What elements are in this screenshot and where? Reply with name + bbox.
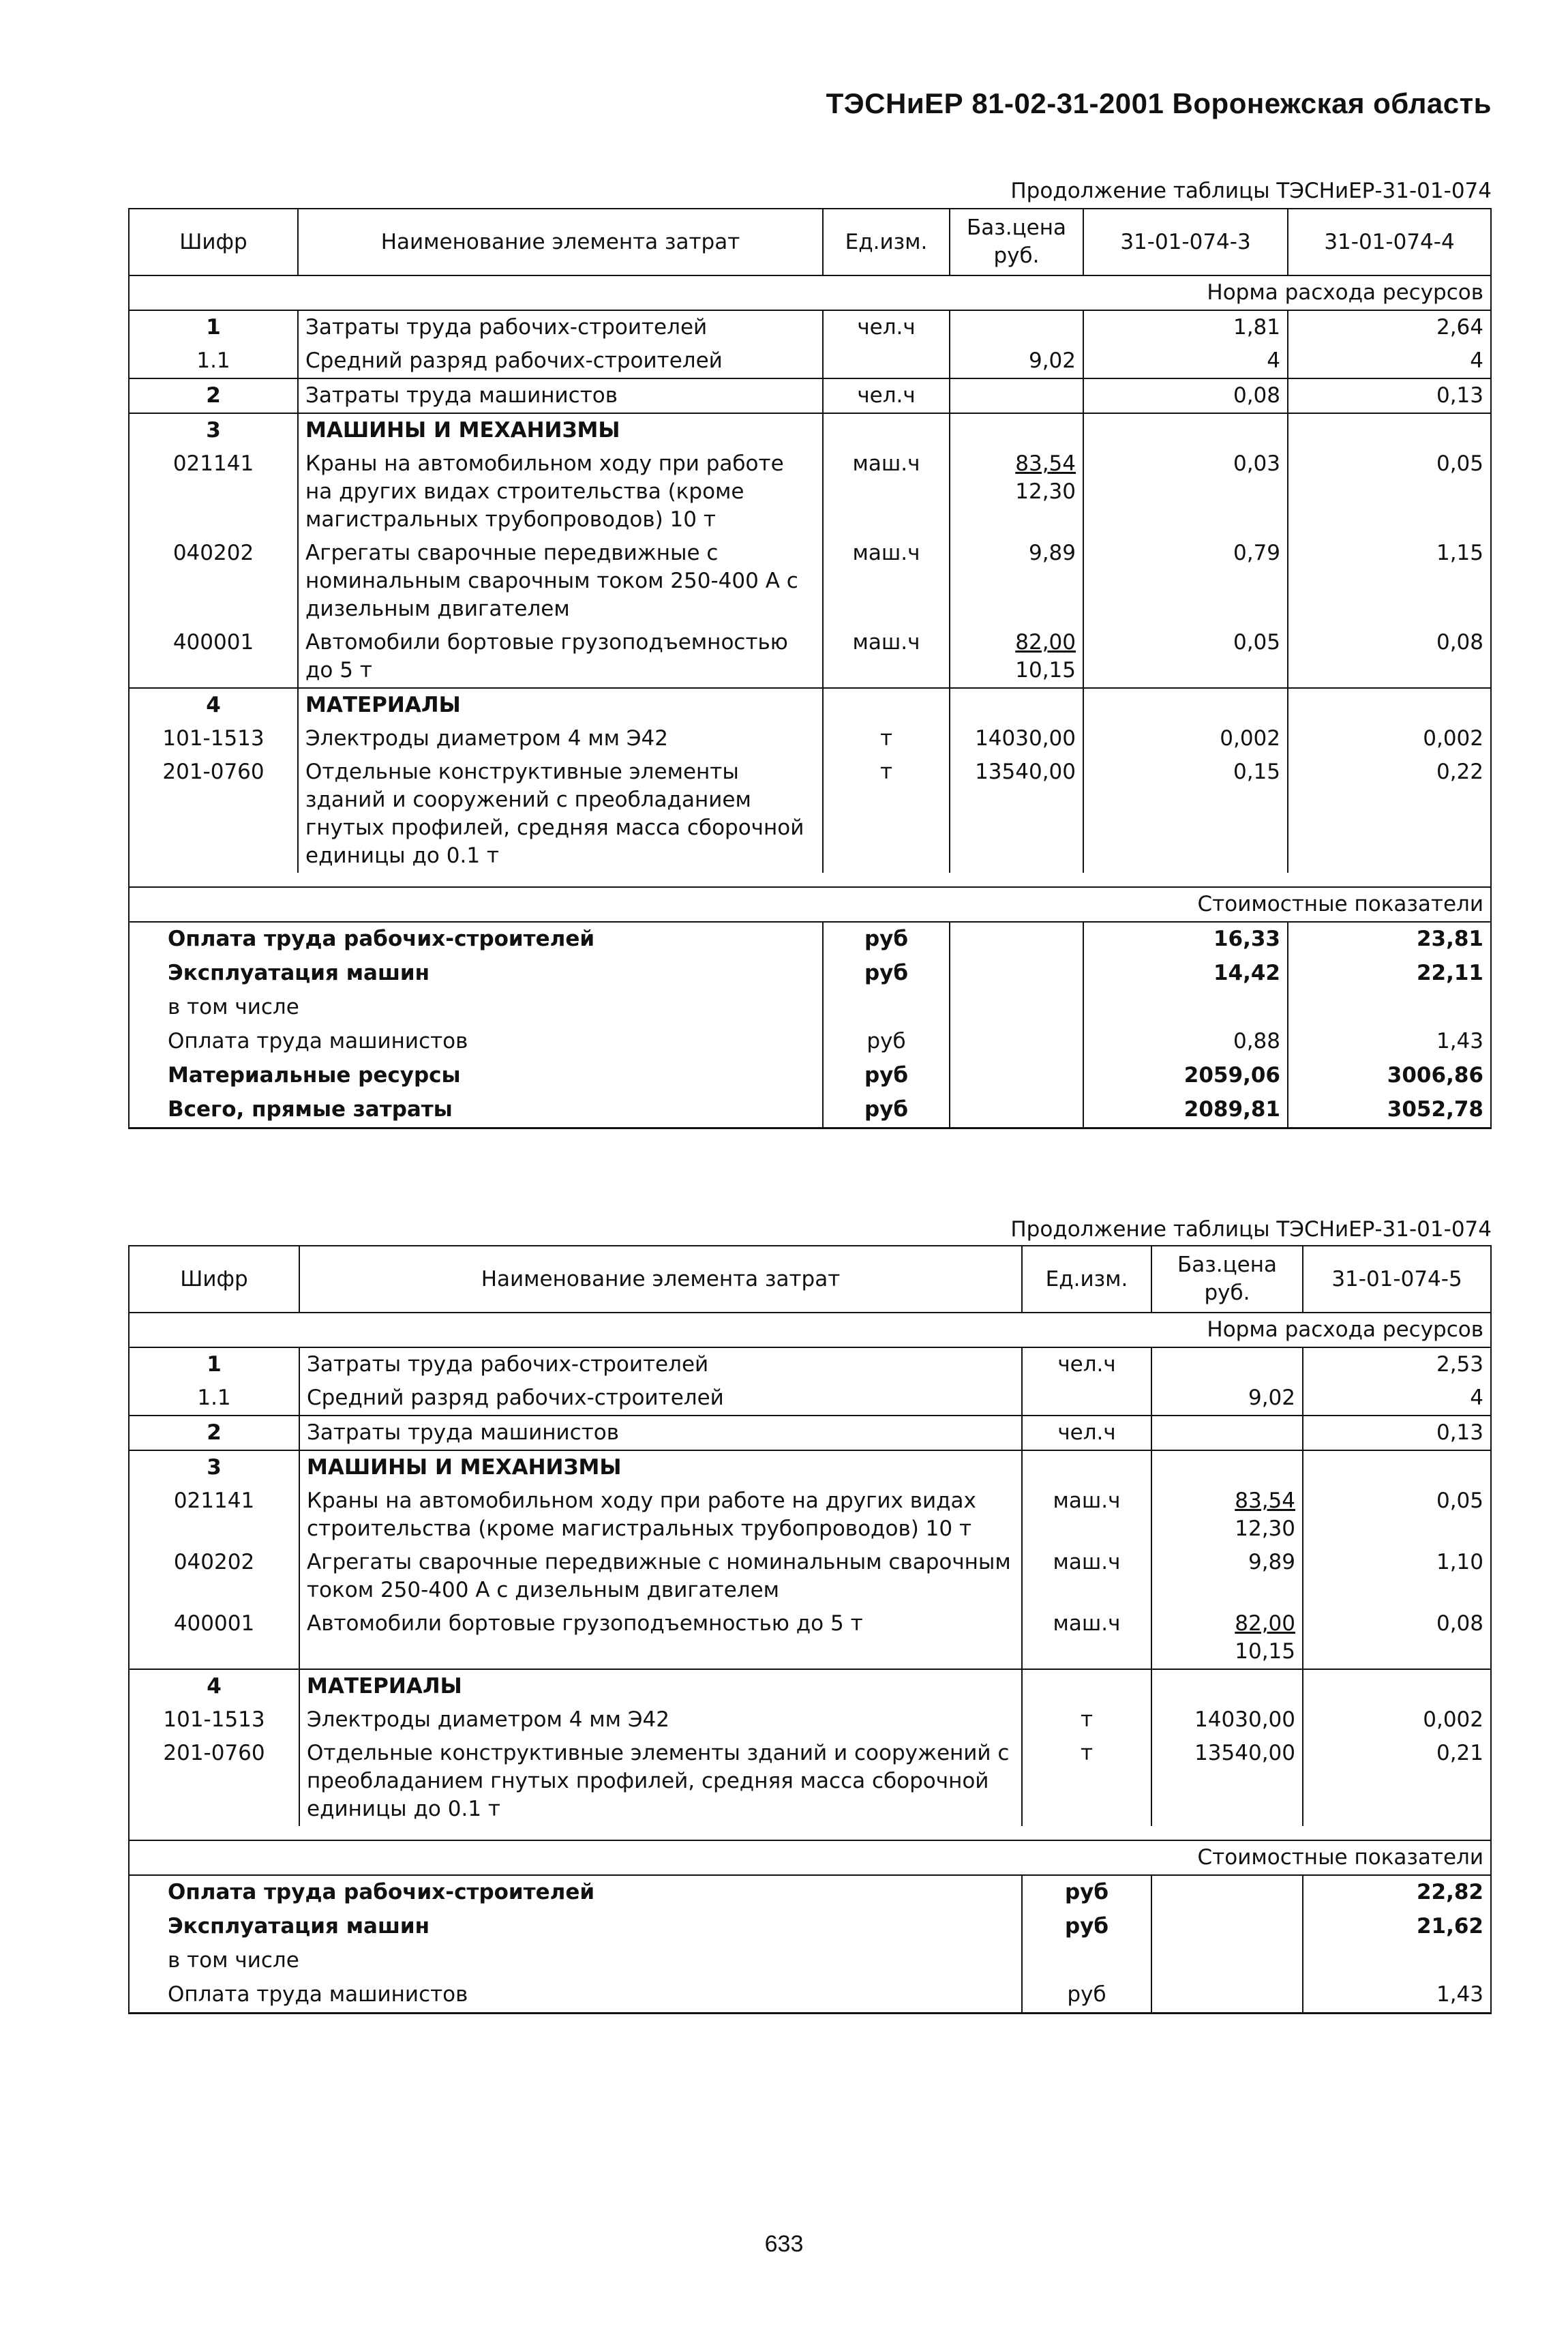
row-price bbox=[950, 447, 1083, 537]
row-code: 1.1 bbox=[129, 344, 298, 378]
table-row bbox=[129, 1737, 1491, 1826]
row-code: 101-1513 bbox=[129, 1703, 299, 1737]
table-row bbox=[129, 378, 1491, 413]
table-row bbox=[129, 755, 1491, 873]
cost-value bbox=[1303, 1944, 1491, 1978]
row-name: Автомобили бортовые грузоподъемностью до 5 т bbox=[298, 626, 823, 688]
row-norm-value: 2,64 bbox=[1288, 310, 1491, 344]
row-price bbox=[1151, 1669, 1303, 1703]
row-unit: маш.ч bbox=[1022, 1607, 1151, 1669]
row-price bbox=[950, 626, 1083, 688]
table-header-row bbox=[129, 209, 1491, 275]
row-price bbox=[1151, 1484, 1303, 1546]
table-row bbox=[129, 1347, 1491, 1381]
row-code: 021141 bbox=[129, 1484, 299, 1546]
row-price bbox=[1151, 1416, 1303, 1450]
table-row bbox=[129, 626, 1491, 688]
row-code: 040202 bbox=[129, 537, 298, 626]
row-name: Электроды диаметром 4 мм Э42 bbox=[299, 1703, 1022, 1737]
cost-price-empty bbox=[950, 922, 1083, 957]
row-norm-value: 1,15 bbox=[1288, 537, 1491, 626]
cost-value: 1,43 bbox=[1303, 1978, 1491, 2014]
row-code: 201-0760 bbox=[129, 1737, 299, 1826]
cost-label: Эксплуатация машин bbox=[129, 1910, 1022, 1944]
row-norm-value: 4 bbox=[1288, 344, 1491, 378]
spacer-row bbox=[129, 873, 1491, 887]
col-header-code: Шифр bbox=[129, 209, 298, 275]
row-price bbox=[950, 344, 1083, 378]
cost-label: Оплата труда машинистов bbox=[129, 1025, 823, 1059]
row-norm-value: 0,08 bbox=[1083, 378, 1288, 413]
row-unit: маш.ч bbox=[823, 447, 950, 537]
cost-unit bbox=[1022, 1944, 1151, 1978]
row-norm-value: 0,002 bbox=[1303, 1703, 1491, 1737]
row-unit: маш.ч bbox=[1022, 1546, 1151, 1607]
row-unit: чел.ч bbox=[1022, 1416, 1151, 1450]
cost-label: Всего, прямые затраты bbox=[129, 1093, 823, 1128]
row-unit: маш.ч bbox=[1022, 1484, 1151, 1546]
row-name: Средний разряд рабочих-строителей bbox=[298, 344, 823, 378]
price-value: 83,54 bbox=[1235, 1488, 1295, 1513]
row-code: 201-0760 bbox=[129, 755, 298, 873]
page-title: ТЭСНиЕР 81-02-31-2001 Воронежская область bbox=[826, 87, 1492, 119]
table-row bbox=[129, 1546, 1491, 1607]
row-norm-value bbox=[1303, 1669, 1491, 1703]
col-header-unit: Ед.изм. bbox=[823, 209, 950, 275]
norm-header: Норма расхода ресурсов bbox=[129, 275, 1491, 310]
cost-value: 23,81 bbox=[1288, 922, 1491, 957]
row-code: 3 bbox=[129, 1450, 299, 1484]
section-header-row bbox=[129, 887, 1491, 922]
cost-row bbox=[129, 922, 1491, 957]
price-value: 13540,00 bbox=[1194, 1741, 1295, 1765]
price-value: 14030,00 bbox=[1194, 1707, 1295, 1732]
col-header-unit: Ед.изм. bbox=[1022, 1246, 1151, 1313]
row-name: Средний разряд рабочих-строителей bbox=[299, 1381, 1022, 1416]
cost-price-empty bbox=[1151, 1978, 1303, 2014]
row-unit: т bbox=[1022, 1737, 1151, 1826]
row-price bbox=[1151, 1607, 1303, 1669]
cost-price-empty bbox=[950, 1059, 1083, 1093]
spacer bbox=[129, 1826, 1491, 1840]
row-unit bbox=[1022, 1669, 1151, 1703]
cost-row bbox=[129, 1059, 1491, 1093]
row-name: Затраты труда рабочих-строителей bbox=[299, 1347, 1022, 1381]
row-norm-value: 0,05 bbox=[1083, 626, 1288, 688]
cost-value bbox=[1288, 991, 1491, 1025]
price-value: 9,02 bbox=[1248, 1386, 1295, 1410]
cost-row bbox=[129, 991, 1491, 1025]
table-row bbox=[129, 310, 1491, 344]
row-price bbox=[950, 310, 1083, 344]
price-value: 13540,00 bbox=[975, 760, 1076, 784]
row-name: Затраты труда рабочих-строителей bbox=[298, 310, 823, 344]
row-code: 3 bbox=[129, 413, 298, 447]
table-row bbox=[129, 1703, 1491, 1737]
cost-value bbox=[1083, 991, 1288, 1025]
cost-value: 0,88 bbox=[1083, 1025, 1288, 1059]
row-unit bbox=[823, 413, 950, 447]
row-unit: чел.ч bbox=[823, 378, 950, 413]
cost-label: Материальные ресурсы bbox=[129, 1059, 823, 1093]
row-name: Краны на автомобильном ходу при работе на других видах строительства (кроме магистральных трубопроводов) 10 т bbox=[299, 1484, 1022, 1546]
cost-price-empty bbox=[1151, 1910, 1303, 1944]
cost-price-empty bbox=[950, 1025, 1083, 1059]
row-code: 400001 bbox=[129, 1607, 299, 1669]
row-code: 1 bbox=[129, 310, 298, 344]
row-price bbox=[950, 378, 1083, 413]
table-row bbox=[129, 1607, 1491, 1669]
row-norm-value: 2,53 bbox=[1303, 1347, 1491, 1381]
cost-label: Оплата труда рабочих-строителей bbox=[129, 1875, 1022, 1910]
row-code: 1.1 bbox=[129, 1381, 299, 1416]
row-code: 040202 bbox=[129, 1546, 299, 1607]
cost-label: Оплата труда рабочих-строителей bbox=[129, 922, 823, 957]
row-norm-value: 0,03 bbox=[1083, 447, 1288, 537]
row-norm-value: 4 bbox=[1303, 1381, 1491, 1416]
cost-value: 22,11 bbox=[1288, 957, 1491, 991]
row-code: 101-1513 bbox=[129, 722, 298, 755]
col-header-norm-3: 31-01-074-3 bbox=[1083, 209, 1288, 275]
row-name: МАТЕРИАЛЫ bbox=[298, 688, 823, 722]
cost-value: 3006,86 bbox=[1288, 1059, 1491, 1093]
section-header-row bbox=[129, 1313, 1491, 1347]
cost-value: 21,62 bbox=[1303, 1910, 1491, 1944]
price-value: 14030,00 bbox=[975, 726, 1076, 751]
table-row bbox=[129, 1484, 1491, 1546]
row-price bbox=[1151, 1737, 1303, 1826]
table-row bbox=[129, 1416, 1491, 1450]
col-header-name: Наименование элемента затрат bbox=[299, 1246, 1022, 1313]
row-unit bbox=[1022, 1450, 1151, 1484]
cost-value: 14,42 bbox=[1083, 957, 1288, 991]
row-norm-value: 0,002 bbox=[1288, 722, 1491, 755]
row-price bbox=[950, 537, 1083, 626]
cost-unit: руб bbox=[1022, 1910, 1151, 1944]
row-price bbox=[950, 722, 1083, 755]
table-row bbox=[129, 344, 1491, 378]
row-norm-value: 4 bbox=[1083, 344, 1288, 378]
row-norm-value: 0,13 bbox=[1288, 378, 1491, 413]
row-unit bbox=[823, 344, 950, 378]
cost-header: Стоимостные показатели bbox=[129, 1840, 1491, 1875]
spacer-row bbox=[129, 1826, 1491, 1840]
row-price bbox=[1151, 1450, 1303, 1484]
page-number: 633 bbox=[764, 2231, 804, 2257]
row-norm-value bbox=[1288, 688, 1491, 722]
row-name: Агрегаты сварочные передвижные с номинальным сварочным током 250-400 А с дизельным двигателем bbox=[299, 1546, 1022, 1607]
row-name: МАТЕРИАЛЫ bbox=[299, 1669, 1022, 1703]
row-code: 400001 bbox=[129, 626, 298, 688]
price-value: 9,02 bbox=[1028, 348, 1076, 373]
cost-row bbox=[129, 1910, 1491, 1944]
table-row bbox=[129, 413, 1491, 447]
norm-table-2 bbox=[128, 1245, 1492, 2014]
cost-row bbox=[129, 1025, 1491, 1059]
row-name: Отдельные конструктивные элементы зданий и сооружений с преобладанием гнутых профилей, средняя масса сборочной единицы до 0.1 т bbox=[298, 755, 823, 873]
price-value: 9,89 bbox=[1248, 1550, 1295, 1574]
price-secondary: 12,30 bbox=[1235, 1516, 1295, 1541]
row-unit: т bbox=[823, 722, 950, 755]
cost-unit bbox=[823, 991, 950, 1025]
price-value: 82,00 bbox=[1015, 630, 1076, 655]
row-name: Автомобили бортовые грузоподъемностью до 5 т bbox=[299, 1607, 1022, 1669]
price-value: 9,89 bbox=[1028, 541, 1076, 565]
cost-unit: руб bbox=[823, 957, 950, 991]
cost-label: в том числе bbox=[129, 1944, 1022, 1978]
row-unit: т bbox=[1022, 1703, 1151, 1737]
row-code: 2 bbox=[129, 378, 298, 413]
cost-value: 16,33 bbox=[1083, 922, 1288, 957]
cost-row bbox=[129, 957, 1491, 991]
row-code: 021141 bbox=[129, 447, 298, 537]
price-secondary: 10,15 bbox=[1235, 1639, 1295, 1664]
col-header-norm-4: 31-01-074-4 bbox=[1288, 209, 1491, 275]
col-header-price: Баз.цена руб. bbox=[950, 209, 1083, 275]
row-norm-value bbox=[1083, 688, 1288, 722]
col-header-name: Наименование элемента затрат bbox=[298, 209, 823, 275]
row-norm-value bbox=[1083, 413, 1288, 447]
row-unit: чел.ч bbox=[1022, 1347, 1151, 1381]
row-norm-value: 0,002 bbox=[1083, 722, 1288, 755]
row-name: МАШИНЫ И МЕХАНИЗМЫ bbox=[299, 1450, 1022, 1484]
row-price bbox=[1151, 1381, 1303, 1416]
row-norm-value: 0,21 bbox=[1303, 1737, 1491, 1826]
row-norm-value: 0,08 bbox=[1303, 1607, 1491, 1669]
norm-header: Норма расхода ресурсов bbox=[129, 1313, 1491, 1347]
row-name: Затраты труда машинистов bbox=[298, 378, 823, 413]
row-norm-value: 0,22 bbox=[1288, 755, 1491, 873]
cost-unit: руб bbox=[1022, 1978, 1151, 2014]
cost-value: 3052,78 bbox=[1288, 1093, 1491, 1128]
price-value: 83,54 bbox=[1015, 451, 1076, 476]
table-header-row bbox=[129, 1246, 1491, 1313]
col-header-price: Баз.цена руб. bbox=[1151, 1246, 1303, 1313]
cost-price-empty bbox=[950, 957, 1083, 991]
cost-unit: руб bbox=[1022, 1875, 1151, 1910]
cost-value: 1,43 bbox=[1288, 1025, 1491, 1059]
norm-table-1 bbox=[128, 208, 1492, 1129]
price-value: 82,00 bbox=[1235, 1611, 1295, 1636]
cost-price-empty bbox=[1151, 1875, 1303, 1910]
table1-caption: Продолжение таблицы ТЭСНиЕР-31-01-074 bbox=[1010, 179, 1492, 203]
section-header-row bbox=[129, 275, 1491, 310]
cost-price-empty bbox=[950, 991, 1083, 1025]
row-name: МАШИНЫ И МЕХАНИЗМЫ bbox=[298, 413, 823, 447]
row-code: 1 bbox=[129, 1347, 299, 1381]
row-norm-value: 0,79 bbox=[1083, 537, 1288, 626]
table-row bbox=[129, 688, 1491, 722]
row-name: Краны на автомобильном ходу при работе на других видах строительства (кроме магистральных трубопроводов) 10 т bbox=[298, 447, 823, 537]
row-code: 2 bbox=[129, 1416, 299, 1450]
cost-header: Стоимостные показатели bbox=[129, 887, 1491, 922]
row-price bbox=[1151, 1546, 1303, 1607]
row-unit: маш.ч bbox=[823, 537, 950, 626]
row-norm-value: 1,10 bbox=[1303, 1546, 1491, 1607]
row-price bbox=[950, 755, 1083, 873]
cost-value: 2059,06 bbox=[1083, 1059, 1288, 1093]
row-norm-value bbox=[1288, 413, 1491, 447]
row-unit: маш.ч bbox=[823, 626, 950, 688]
table-row bbox=[129, 1381, 1491, 1416]
row-unit: чел.ч bbox=[823, 310, 950, 344]
price-secondary: 10,15 bbox=[1015, 658, 1076, 683]
row-name: Отдельные конструктивные элементы зданий и сооружений с преобладанием гнутых профилей, средняя масса сборочной единицы до 0.1 т bbox=[299, 1737, 1022, 1826]
row-norm-value: 0,08 bbox=[1288, 626, 1491, 688]
row-price bbox=[1151, 1347, 1303, 1381]
cost-unit: руб bbox=[823, 922, 950, 957]
cost-price-empty bbox=[950, 1093, 1083, 1128]
section-header-row bbox=[129, 1840, 1491, 1875]
cost-unit: руб bbox=[823, 1059, 950, 1093]
row-norm-value bbox=[1303, 1450, 1491, 1484]
table-row bbox=[129, 1450, 1491, 1484]
row-norm-value: 0,13 bbox=[1303, 1416, 1491, 1450]
cost-unit: руб bbox=[823, 1093, 950, 1128]
table-row bbox=[129, 447, 1491, 537]
table-row bbox=[129, 1669, 1491, 1703]
row-name: Агрегаты сварочные передвижные с номинальным сварочным током 250-400 А с дизельным двигателем bbox=[298, 537, 823, 626]
row-unit bbox=[1022, 1381, 1151, 1416]
row-price bbox=[950, 413, 1083, 447]
row-price bbox=[1151, 1703, 1303, 1737]
row-norm-value: 1,81 bbox=[1083, 310, 1288, 344]
row-unit: т bbox=[823, 755, 950, 873]
cost-label: Эксплуатация машин bbox=[129, 957, 823, 991]
table-row bbox=[129, 722, 1491, 755]
cost-row bbox=[129, 1875, 1491, 1910]
col-header-code: Шифр bbox=[129, 1246, 299, 1313]
row-norm-value: 0,15 bbox=[1083, 755, 1288, 873]
row-code: 4 bbox=[129, 688, 298, 722]
cost-label: Оплата труда машинистов bbox=[129, 1978, 1022, 2014]
spacer bbox=[129, 873, 1491, 887]
row-name: Затраты труда машинистов bbox=[299, 1416, 1022, 1450]
price-secondary: 12,30 bbox=[1015, 479, 1076, 504]
row-code: 4 bbox=[129, 1669, 299, 1703]
row-name: Электроды диаметром 4 мм Э42 bbox=[298, 722, 823, 755]
row-price bbox=[950, 688, 1083, 722]
cost-price-empty bbox=[1151, 1944, 1303, 1978]
cost-row bbox=[129, 1944, 1491, 1978]
col-header-norm-5: 31-01-074-5 bbox=[1303, 1246, 1491, 1313]
cost-value: 2089,81 bbox=[1083, 1093, 1288, 1128]
cost-unit: руб bbox=[823, 1025, 950, 1059]
cost-row bbox=[129, 1093, 1491, 1128]
row-norm-value: 0,05 bbox=[1288, 447, 1491, 537]
cost-row bbox=[129, 1978, 1491, 2014]
table-row bbox=[129, 537, 1491, 626]
cost-label: в том числе bbox=[129, 991, 823, 1025]
cost-value: 22,82 bbox=[1303, 1875, 1491, 1910]
row-unit bbox=[823, 688, 950, 722]
table2-caption: Продолжение таблицы ТЭСНиЕР-31-01-074 bbox=[1010, 1217, 1492, 1242]
row-norm-value: 0,05 bbox=[1303, 1484, 1491, 1546]
